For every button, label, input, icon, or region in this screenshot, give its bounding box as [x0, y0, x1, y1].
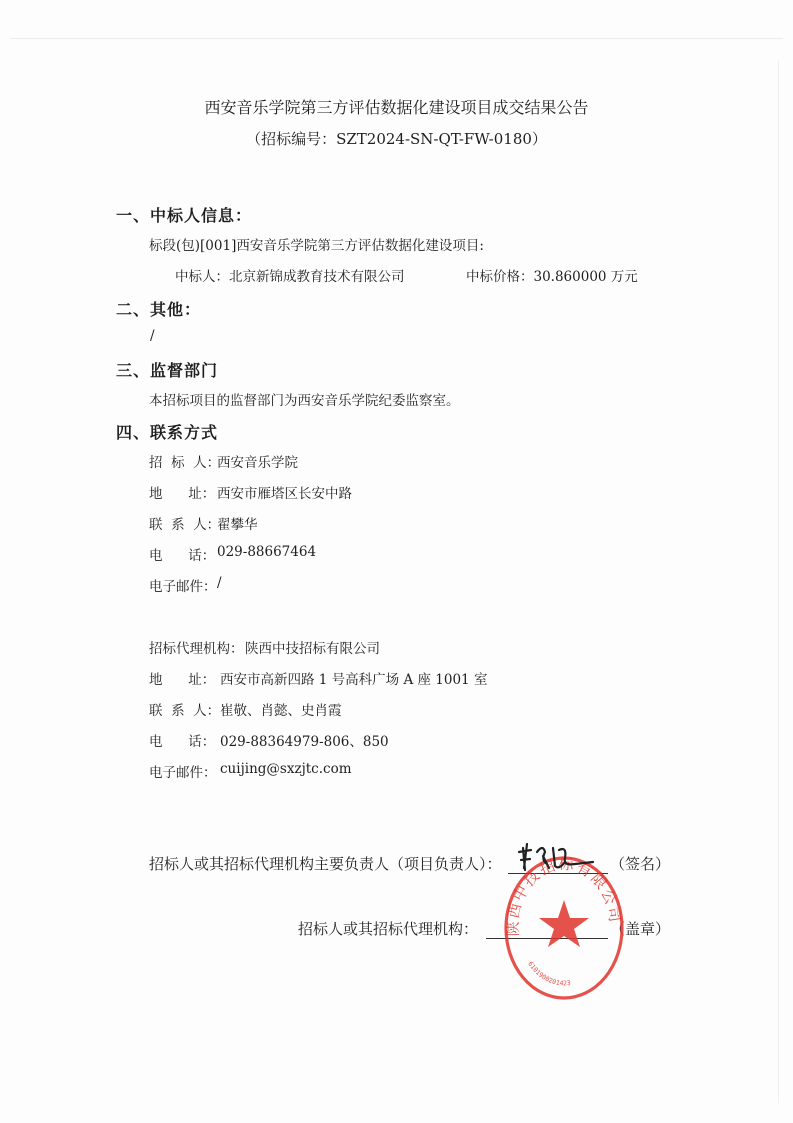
agency-address-label: 地 址：	[149, 672, 216, 688]
tenderer-address: 西安市雁塔区长安中路	[217, 486, 352, 502]
seal-text: 陕西中技招标有限公司	[503, 854, 625, 937]
title-line-2: （招标编号：SZT2024-SN-QT-FW-0180）	[246, 130, 547, 148]
section-4-heading: 四、联系方式	[116, 423, 219, 442]
agency-phone: 029-88364979-806、850	[220, 734, 389, 750]
section-2-content: /	[150, 328, 155, 344]
agency-name: 陕西中技招标有限公司	[245, 641, 380, 657]
agency-address: 西安市高新四路 1 号高科广场 A 座 1001 室	[220, 672, 488, 688]
section-1-heading: 一、中标人信息：	[116, 206, 253, 225]
section-2-heading: 二、其他：	[116, 300, 202, 319]
tenderer-email-label: 电子邮件：	[149, 579, 217, 595]
tenderer-phone-label: 电 话：	[149, 548, 216, 564]
winner-label: 中标人：北京新锦成教育技术有限公司	[175, 269, 405, 285]
tenderer-contact-label: 联 系 人：	[149, 517, 221, 533]
title-line-1: 西安音乐学院第三方评估数据化建设项目成交结果公告	[204, 98, 589, 117]
agency-contact-label: 联 系 人：	[149, 703, 221, 719]
lot-line: 标段(包)[001]西安音乐学院第三方评估数据化建设项目:	[149, 238, 484, 254]
seal-line-label: 招标人或其招标代理机构：	[298, 920, 479, 938]
scan-edge-top	[10, 38, 783, 39]
price-label: 中标价格：30.860000 万元	[466, 269, 638, 285]
agency-email-label: 电子邮件：	[149, 765, 217, 781]
svg-text:6101900201423	[526, 960, 571, 987]
seal-code: 6101900201423	[526, 960, 572, 988]
agency-phone-label: 电 话：	[149, 734, 216, 750]
seal-suffix: （盖章）	[610, 920, 671, 938]
scan-edge-right	[778, 60, 779, 1103]
agency-email: cuijing@sxzjtc.com	[220, 761, 352, 777]
tenderer-name: 西安音乐学院	[217, 455, 298, 471]
tenderer-contact: 翟攀华	[217, 517, 258, 533]
tenderer-name-label: 招 标 人：	[149, 455, 221, 471]
tenderer-phone: 029-88667464	[217, 544, 317, 560]
tenderer-email: /	[217, 575, 222, 591]
tenderer-address-label: 地 址：	[149, 486, 216, 502]
agency-name-label: 招标代理机构：	[149, 641, 244, 657]
signature-line-label: 招标人或其招标代理机构主要负责人（项目负责人）：	[149, 855, 502, 873]
section-3-content: 本招标项目的监督部门为西安音乐学院纪委监察室。	[149, 393, 460, 409]
section-3-heading: 三、监督部门	[116, 361, 219, 380]
signature-suffix: （签名）	[610, 855, 671, 873]
agency-contact: 崔敬、肖懿、史肖霞	[220, 703, 342, 719]
handwritten-signature	[515, 838, 595, 878]
